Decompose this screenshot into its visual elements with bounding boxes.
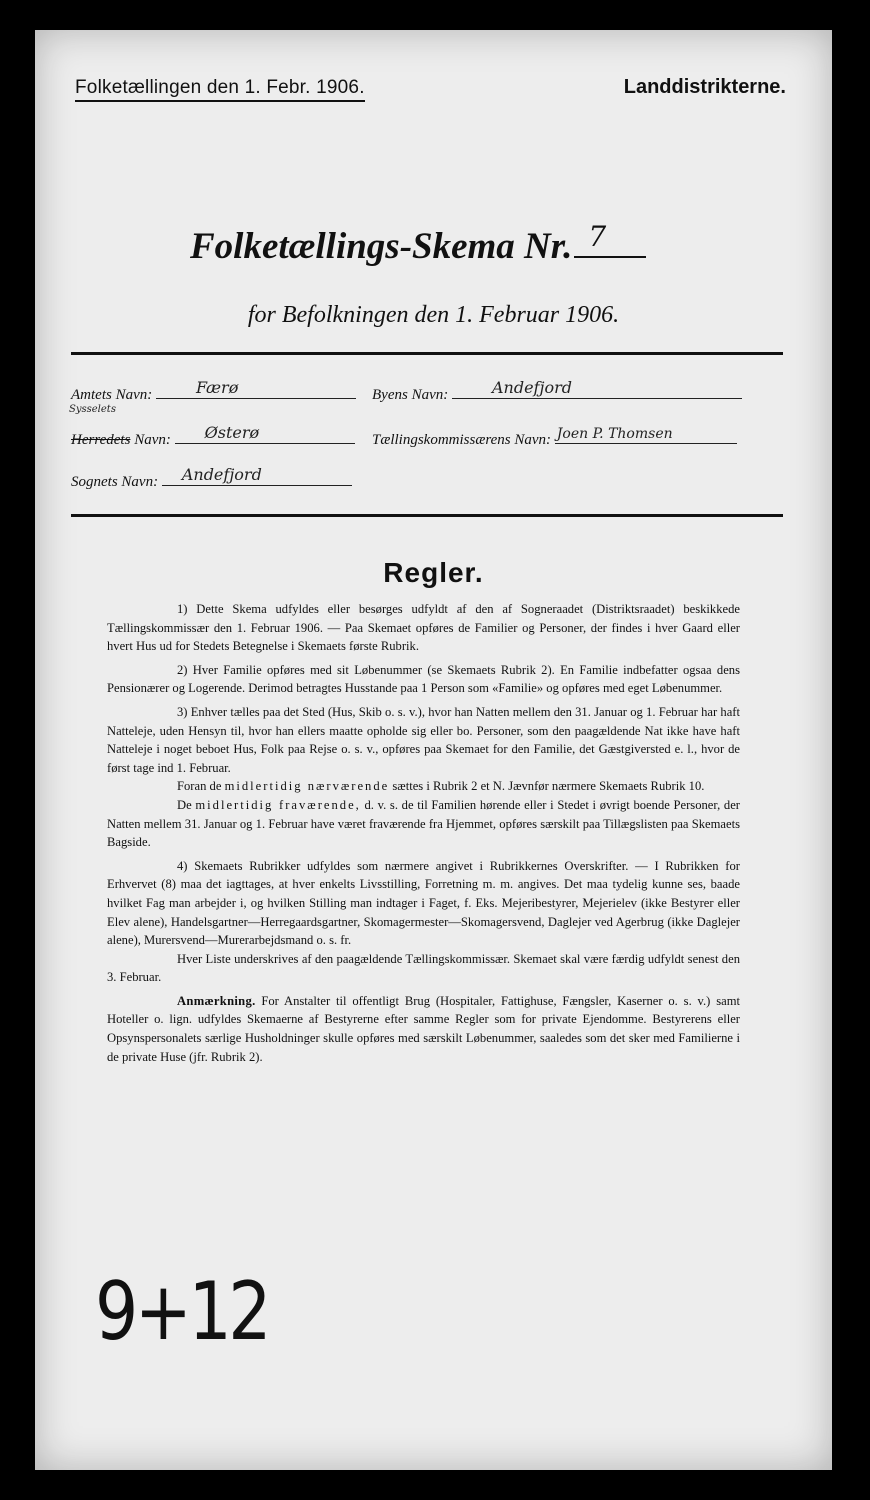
form-title	[190, 220, 646, 268]
by-field	[372, 378, 742, 404]
herred-value: Østerø	[204, 423, 260, 442]
census-header-right: Landdistrikterne.	[623, 76, 786, 98]
form-title-text: Folketællings-Skema Nr.	[190, 226, 573, 267]
by-line	[452, 378, 742, 399]
rule-2: 2) Hver Familie opføres med sit Løbenummer (se Skemaets Rubrik 2). En Familie indbefatter ogsaa dens Pensionærer og Logerende. Derimod betragtes Husstande paa 1 Person som «Familie» og opføres med eget Løbenummer.	[107, 662, 740, 696]
rule-4: 4) Skemaets Rubrikker udfyldes som nærmere angivet i Rubrikkernes Overskrifter. — I Rubrikken for Erhvervet (8) maa det iagttages, at hver enkelts Livsstilling, Forretning m. m. angives. Det maa tydelig kunne ses, baade hvilket Fag man arbejder i, og hvilken Stilling man indtager i Faget, f. Eks. Mejeribestyrer, Mejerielev (ikke Bestyrer eller Elev alene), Handelsgartner—Herregaardsgartner, Skomagermester—Skomagersvend, Daglejer ved Agerbrug (ikke Daglejer alene), Murersvend—Murerarbejdsmand o. s. fr.	[107, 858, 740, 948]
kommissaer-line	[555, 427, 737, 444]
by-label: Byens Navn:	[372, 387, 449, 403]
form-number-handwritten: 7	[588, 220, 607, 253]
anmaerkning	[107, 992, 740, 1066]
amt-field	[71, 378, 356, 404]
sogn-line	[162, 465, 352, 486]
census-header-left: Folketællingen den 1. Febr. 1906.	[75, 77, 365, 102]
rule-3-p1-post: sættes i Rubrik 2 et N. Jævnfør nærmere Skemaets Rubrik 10.	[392, 779, 705, 794]
by-value: Andefjord	[491, 378, 572, 397]
herred-label: Navn:	[134, 432, 171, 448]
form-number-line	[574, 220, 646, 258]
rules-heading: Regler.	[383, 557, 484, 588]
kommissaer-value: Joen P. Thomsen	[556, 426, 673, 442]
rule-3-midlertidig-fravaerende	[107, 796, 740, 852]
rule-3-p2-spaced: midlertidig fraværende,	[195, 797, 361, 812]
amt-line	[156, 378, 356, 399]
rule-1: 1) Dette Skema udfyldes eller besørges udfyldt af den af Sogneraadet (Distriktsraadet) beskikkede Tællingskommissær den 1. Februar 1906. — Paa Skemaet opføres de Familier og Personer, der findes i hver Gaard eller hvert Hus ud for Stedets Betegnelse i Skemaets første Rubrik.	[107, 602, 740, 654]
herred-field	[71, 423, 355, 449]
divider-top	[71, 352, 783, 355]
rule-3-p2-pre: De	[177, 797, 192, 812]
rule-3-p2-post: d. v. s. de til Familien hørende eller i Stedet i øvrigt boende Personer, der Natten mellem 31. Januar og 1. Februar have været fraværende fra Hjemmet, opføres særskilt paa Tillægslisten paa Skemaets Bagside.	[107, 797, 740, 850]
amt-label: Amtets Navn:	[71, 387, 153, 403]
herred-line	[175, 423, 355, 444]
handwritten-number: 9+12	[95, 1265, 269, 1358]
anmaerkning-text: For Anstalter til offentligt Brug (Hospitaler, Fattighuse, Fængsler, Kaserner o. s. v.) samt Hoteller o. lign. udfyldes Skemaerne af Bestyrerne efter samme Regler som for private Ejendomme. Bestyrerens eller Opsynspersonalets særlige Husholdninger skulle opføres med særskilt Løbenummer, saaledes som det sker med Familierne i de private Huse (jfr. Rubrik 2).	[107, 993, 740, 1064]
rule-3-p1-spaced: midlertidig nærværende	[224, 779, 390, 794]
rule-3-midlertidig-naervaerende	[107, 777, 740, 796]
kommissaer-label: Tællingskommissærens Navn:	[372, 432, 552, 448]
rule-3-p1-pre: Foran de	[177, 779, 222, 794]
sogn-label: Sognets Navn:	[71, 474, 159, 490]
sogn-value: Andefjord	[181, 465, 262, 484]
kommissaer-field	[372, 427, 737, 449]
census-form-page	[35, 30, 832, 1470]
rules-body	[107, 600, 740, 1071]
amt-value: Færø	[195, 378, 239, 397]
divider-bottom	[71, 514, 783, 517]
form-subtitle: for Befolkningen den 1. Februar 1906.	[247, 302, 620, 328]
herred-annotation: Sysselets	[69, 404, 116, 415]
sogn-field	[71, 465, 352, 491]
rule-4-signature-note: Hver Liste underskrives af den paagældende Tællingskommissær. Skemaet skal være færdig udfyldt senest den 3. Februar.	[107, 951, 740, 985]
anmaerkning-label: Anmærkning.	[177, 993, 256, 1008]
rule-3: 3) Enhver tælles paa det Sted (Hus, Skib o. s. v.), hvor han Natten mellem den 31. Januar og 1. Februar har haft Natteleje, uden Hensyn til, hvor han ellers maatte opholde sig eller bo. Personer, som den paagældende Nat ikke have haft Natteleje i noget beboet Hus, Folk paa Rejse o. s. v., opføres paa Skemaet for den Familie, det Gæstgiversted e. l., hvor de først tage ind 1. Februar.	[107, 704, 740, 775]
herred-label-struck: Herredets	[71, 432, 131, 448]
